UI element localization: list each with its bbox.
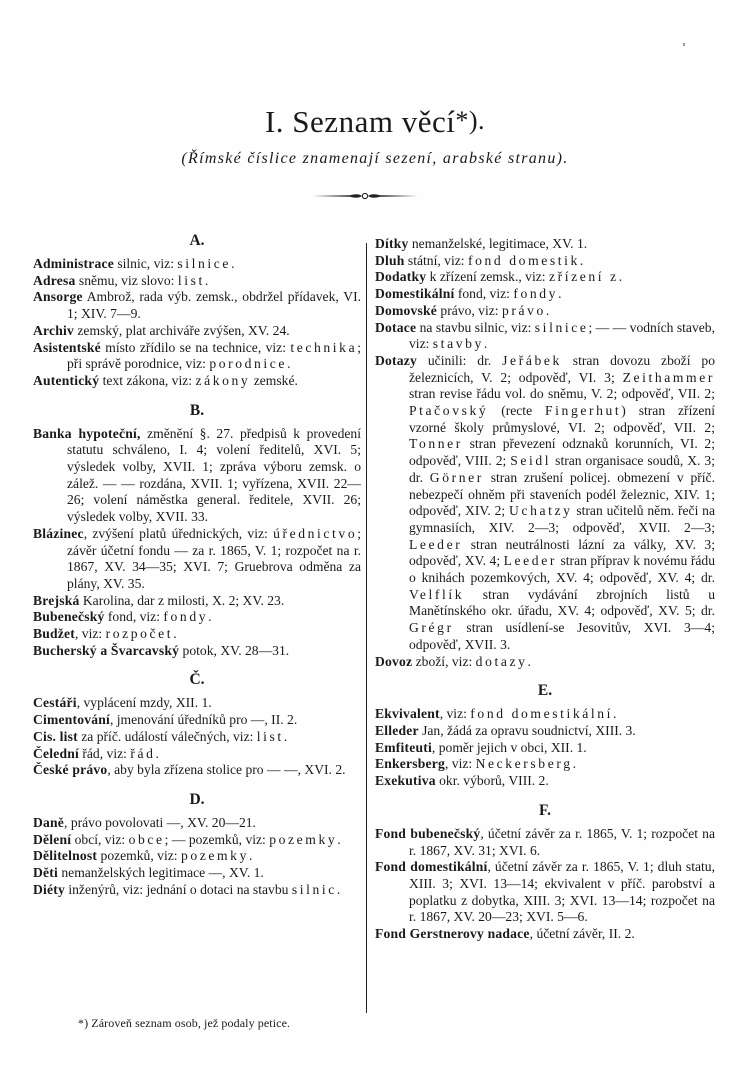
entry-text: Karolina, dar z milosti, X. 2; XV. 23. [79,592,285,608]
entry-headword: Cis. list [33,728,78,744]
entry-headword: Domovské [375,302,438,318]
entry-headword: Archiv [33,322,74,338]
cross-reference: stavby [432,336,484,352]
entry-text: pozemků, viz: [97,848,181,864]
entry-headword: Domestikální [375,286,455,302]
index-entry [375,286,715,303]
cross-reference: silnice [177,256,232,271]
entry-text: ; závěr účetní fondu — za r. 1865, V. 1; rozpočet na r. 1867, XV. 34—35; XVI. 7; Gruebrova odměna za plány, XV. 35. [67,525,361,591]
entry-text: obcí, viz: [71,831,129,847]
index-entry [375,253,715,270]
cross-reference: Seidl [510,453,552,469]
index-entry [33,593,361,610]
entry-text: na stavbu silnic, viz: [416,319,535,335]
cross-reference: Leeder [409,536,463,552]
entry-text: ; při správě porodnice, viz: [67,339,361,372]
cross-reference: Jeřábek [502,352,562,368]
index-entry [33,340,361,373]
cross-reference: Grégr [409,620,454,636]
page-title [0,104,750,140]
entry-headword: Budžet [33,626,75,642]
entry-headword: Banka hypoteční, [33,425,141,441]
title-footnote-mark: *). [455,106,485,135]
entry-text: . [337,831,341,847]
index-entry [375,236,715,253]
cross-reference: Uchatzy [509,503,573,519]
index-entry [33,865,361,882]
index-entry [33,832,361,849]
cross-reference: Velflík [409,586,465,602]
entry-text: , jmenování úředníků pro —, II. 2. [109,712,298,728]
entry-text: fond, viz: [104,609,164,625]
entry-text: . [204,272,209,288]
cross-reference: Leeder [503,553,557,569]
cross-reference: pozemky [269,831,338,847]
entry-text: , viz: [444,756,476,772]
entry-text: . [483,336,488,352]
entry-text: právo, viz: [437,302,502,318]
entry-text: stran převezení odznaků korunních, VI. 2; odpověď, VIII. 2; [409,436,715,469]
section-letter-heading: E. [537,682,553,700]
entry-text: stran vydávání zbrojních listů u Manětínského okr. úřadu, XV. 4; odpověď, XV. 5; dr. [409,586,715,619]
entry-text: , viz: [74,626,106,642]
index-entry [33,323,361,340]
entry-text: řád, viz: [78,745,131,761]
entry-headword: Autentický [33,372,100,388]
index-entry [375,654,715,671]
entry-headword: Fond domestikální [375,859,488,875]
cross-reference: technika [290,339,358,355]
index-entry [375,723,715,740]
entry-text: zemské. [250,372,298,388]
index-entry [33,643,361,660]
entry-text: . [545,302,550,318]
index-entry [33,526,361,593]
entry-headword: Dluh [375,252,405,268]
section-letter-heading: D. [189,790,205,808]
entry-headword: Dítky [375,236,409,251]
entry-text: . [208,609,212,625]
index-entry [33,273,361,290]
page-subtitle: (Římské číslice znamenají sezení, arabské stranu). [181,150,569,167]
entry-text: . [173,626,177,642]
entry-headword: Dělitelnost [33,848,98,864]
entry-headword: Cestáři [33,695,77,711]
index-entry [375,706,715,723]
title-text: I. Seznam věcí [264,104,456,139]
cross-reference: Fingerhut [545,403,622,419]
entry-text: , vyplácení mzdy, XII. 1. [76,695,212,711]
entry-headword: Dotazy [375,352,417,368]
entry-text: okr. výborů, VIII. 2. [435,773,549,789]
cross-reference: silnice [534,319,589,335]
entry-text: potok, XV. 28—31. [179,642,290,658]
entry-text: inženýrů, viz: jednání o dotaci na stavbu [64,881,292,897]
index-column-right [375,236,715,943]
entry-headword: Asistentské [33,339,101,355]
entry-text: . [231,256,235,271]
cross-reference: silnic [291,881,337,897]
entry-headword: Děti [33,865,58,881]
cross-reference: Neckersberg [475,756,573,772]
entry-text: sněmu, viz slovo: [75,272,178,288]
entry-headword: Ekvivalent [375,706,440,722]
index-entry [33,882,361,899]
cross-reference: Tonner [409,436,463,452]
cross-reference: fond domestikální [470,706,614,722]
entry-headword: Dovoz [375,653,413,669]
entry-text: učinili: dr. [416,352,503,368]
entry-headword: Dělení [33,831,72,847]
entry-headword: Bucherský a Švarcavský [33,642,180,658]
entry-headword: Daně [33,814,65,830]
index-entry [33,848,361,865]
entry-text: , viz: [439,706,471,722]
section-letter-heading: Č. [189,671,205,689]
index-entry [33,695,361,712]
entry-text: fond, viz: [454,286,514,302]
index-entry [33,426,361,526]
cross-reference: fondy [163,609,209,625]
index-entry [375,859,715,926]
ornament-divider-icon [310,190,420,202]
entry-headword: Blázinec [33,525,84,541]
index-entry [33,815,361,832]
index-entry [33,256,361,273]
index-entry [375,740,715,757]
entry-headword: Brejská [33,592,80,608]
entry-headword: Adresa [33,272,76,288]
column-separator [366,243,367,1013]
entry-text: ; — pozemků, viz: [164,831,270,847]
index-entry [33,289,361,322]
cross-reference: fond domestik [467,252,580,268]
entry-headword: Bubenečský [33,609,105,625]
section-letter-heading: A. [189,232,205,249]
entry-headword: Fond bubenečský [375,825,481,841]
entry-text: změnění §. 27. předpisů k provedení statutu schváleno, I. 4; volení ředitelů, XVI. 5; výsledek volby, XVII. 1; zpráva výboru zemsk. o zálež. — — rozdána, XVII. 1; vyřízena, XVII. 22—26; volení náměstka general. ředitele, XVII. 26; výsledek volby, XVII. 33. [67,425,361,525]
entry-text: . [336,881,341,897]
cross-reference: rozpočet [105,626,174,642]
scan-speck [683,43,685,46]
index-entry [375,756,715,773]
entry-headword: Cimentování [33,712,110,728]
entry-text: . [579,252,584,268]
entry-text: text zákona, viz: [99,372,196,388]
cross-reference: list [177,272,205,288]
index-column-left [33,232,361,899]
cross-reference: obce [128,831,165,847]
entry-text: stran usídlení-se Jesovitův, XVI. 3—4; odpověď, XVII. 3. [409,620,715,652]
index-entry [375,320,715,353]
entry-text: . [613,706,617,722]
index-entry [33,762,361,779]
index-entry [375,826,715,859]
entry-text: za příč. událostí válečných, viz: [77,728,257,744]
cross-reference: zákony [195,372,251,388]
entry-text: . [287,356,291,372]
entry-headword: Dodatky [375,269,427,285]
entry-headword: Exekutiva [375,773,436,789]
entry-text: státní, viz: [404,252,468,268]
entry-text: , právo povolovati —, XV. 20—21. [64,814,256,830]
entry-text: , účetní závěr, II. 2. [529,926,635,942]
entry-text: stran organisace soudů, X. 3; dr. [409,453,715,485]
cross-reference: Zeithammer [622,369,715,385]
entry-text: . [572,756,577,772]
entry-text: stran dovozu zboží po železnicích, V. 2; odpověď, VI. 3; [409,352,715,385]
footnote: *) Zároveň seznam osob, jež podaly petice. [78,1016,291,1030]
entry-text: nemanželských legitimace —, XV. 1. [57,865,264,881]
cross-reference: právo [501,302,546,318]
cross-reference: Ptačovský [409,403,489,419]
entry-text: , účetní závěr za r. 1865, V. 1; rozpočet na r. 1867, XV. 31; XVI. 6. [409,825,716,858]
cross-reference: porodnice [209,356,288,372]
cross-reference: zřízení z [548,269,619,285]
entry-text: . [527,653,531,669]
entry-text: , aby byla zřízena stolice pro — —, XVI. 2. [107,762,346,778]
entry-text: stran neutrálnosti lázní za války, XV. 3; odpověď, XV. 4; [409,536,715,569]
entry-headword: Administrace [33,256,114,271]
entry-text: zboží, viz: [412,653,476,669]
entry-text: k zřízení zemsk., viz: [426,269,549,285]
entry-text: Ambrož, rada výb. zemsk., obdržel přídavek, VI. 1; XIV. 7—9. [67,289,361,322]
entry-text: místo zřídilo se na technice, viz: [100,339,291,355]
index-entry [375,773,715,790]
entry-text: nemanželské, legitimace, XV. 1. [408,236,588,251]
index-entry [33,373,361,390]
index-entry [33,746,361,763]
cross-reference: dotazy [475,653,528,669]
entry-headword: Fond Gerstnerovy nadace [375,926,530,942]
entry-headword: Enkersberg [375,756,445,772]
entry-text: stran zrušení policej. obmezení v příč. nebezpečí ohněm při staveních podél železnic, XIV. 1; odpověď, XIV. 2; [409,469,715,519]
cross-reference: Görner [429,469,484,485]
entry-text: ) stran zřízení vzorné školy průmyslové, VI. 2; odpověď, VII. 2; [409,403,715,435]
entry-headword: České právo [33,762,108,778]
entry-text: zemský, plat archiváře zvýšen, XV. 24. [73,322,290,338]
entry-text: silnic, viz: [113,256,178,271]
entry-text: . [283,728,288,744]
index-entry [375,926,715,943]
entry-text: ; — — vodních staveb, viz: [409,319,715,352]
entry-text: , zvýšení platů úřednických, viz: [83,525,274,541]
entry-headword: Elleder [375,722,419,738]
entry-text: . [155,745,159,761]
index-entry [33,729,361,746]
entry-headword: Ansorge [33,289,83,305]
index-entry [375,303,715,320]
cross-reference: list [256,728,284,744]
cross-reference: fondy [513,286,559,302]
entry-text: . [558,286,562,302]
entry-text: Jan, žádá za opravu soudnictví, XIII. 3. [418,722,636,738]
entry-text: . [248,848,253,864]
index-entry [375,353,715,654]
cross-reference: řád [130,745,156,761]
entry-text: (recte [488,403,546,419]
index-entry [33,712,361,729]
cross-reference: úřednictvo [273,525,358,541]
entry-text: stran revise řádu vol. do sněmu, V. 2; odpověď, VII. 2; [409,386,715,402]
index-entry [375,269,715,286]
entry-text: stran učitelů něm. řeči na gymnasiích, XIV. 2—3; odpověď, XVII. 2—3; [409,503,716,535]
entry-headword: Čelední [33,745,79,761]
entry-text: , poměr jejich v obci, XII. 1. [431,739,587,755]
cross-reference: pozemky [180,848,249,864]
entry-text: . [618,269,623,285]
entry-text: , účetní závěr za r. 1865, V. 1; dluh statu, XIII. 3; XVI. 13—14; ekvivalent v příč. parobství a poplatku z dobytka, XIII. 3; XVI. 13—14; rozpočet na r. 1867, XV. 20—23; XVI. 5—6. [409,859,715,925]
entry-text: stran příprav k novému řádu o knihách pozemkových, XV. 4; odpověď, XV. 4; dr. [409,553,715,586]
entry-headword: Dotace [375,319,417,335]
index-entry [33,626,361,643]
entry-headword: Diéty [33,881,65,897]
section-letter-heading: F. [539,801,551,819]
section-letter-heading: B. [189,401,205,419]
entry-headword: Emfiteuti [375,739,432,755]
index-entry [33,609,361,626]
